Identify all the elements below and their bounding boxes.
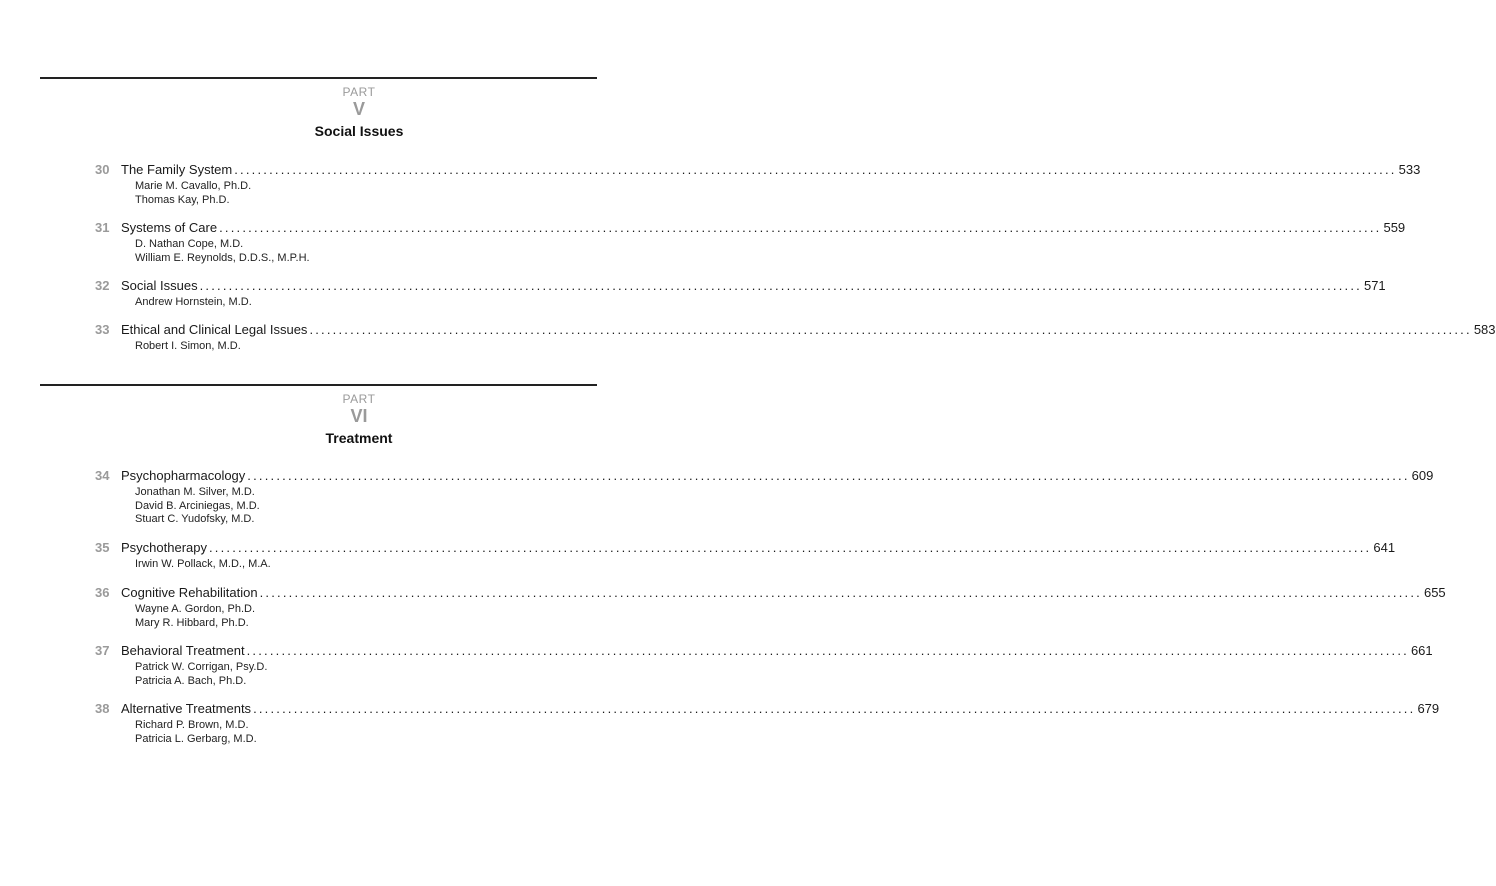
page-number[interactable]: 641 — [1373, 540, 1396, 555]
section-divider — [40, 77, 597, 79]
chapter-author: Patrick W. Corrigan, Psy.D. — [135, 661, 268, 673]
chapter-author: Mary R. Hibbard, Ph.D. — [135, 616, 249, 629]
part-header — [120, 392, 598, 447]
chapter-author: David B. Arciniegas, M.D. — [135, 499, 260, 512]
chapter-title[interactable]: Social Issues — [121, 278, 198, 293]
page-number[interactable]: 655 — [1423, 585, 1446, 600]
toc-entry[interactable] — [95, 539, 1396, 572]
dot-leader: ........................................................................................................................................................................................................ — [259, 585, 1422, 600]
part-header — [120, 85, 598, 140]
dot-leader: ........................................................................................................................................................................................................ — [253, 701, 1416, 716]
part-title: Social Issues — [314, 123, 404, 139]
page-number[interactable]: 661 — [1410, 643, 1433, 658]
page-number[interactable]: 609 — [1411, 468, 1434, 483]
chapter-number: 32 — [95, 278, 110, 293]
chapter-number: 30 — [95, 162, 110, 177]
dot-leader: ........................................................................................................................................................................................................ — [246, 643, 1409, 658]
part-label: PART — [342, 85, 376, 99]
dot-leader: ........................................................................................................................................................................................................ — [309, 322, 1472, 337]
chapter-author: Richard P. Brown, M.D. — [135, 719, 249, 731]
chapter-author: D. Nathan Cope, M.D. — [135, 238, 244, 250]
toc-entry[interactable] — [95, 321, 1496, 354]
chapter-author: Robert I. Simon, M.D. — [135, 340, 241, 352]
chapter-title[interactable]: Cognitive Rehabilitation — [121, 585, 258, 600]
chapter-author: Wayne A. Gordon, Ph.D. — [135, 603, 256, 615]
dot-leader: ........................................................................................................................................................................................................ — [209, 540, 1372, 555]
chapter-title[interactable]: The Family System — [121, 162, 233, 177]
chapter-number: 33 — [95, 322, 110, 337]
section-divider — [40, 384, 597, 386]
chapter-author: Thomas Kay, Ph.D. — [135, 193, 230, 206]
page-number[interactable]: 679 — [1417, 701, 1440, 716]
part-number: VI — [350, 406, 368, 426]
chapter-title[interactable]: Systems of Care — [121, 220, 218, 235]
dot-leader: ........................................................................................................................................................................................................ — [234, 162, 1397, 177]
toc-entry[interactable] — [95, 700, 1440, 746]
chapter-author: Marie M. Cavallo, Ph.D. — [135, 180, 252, 192]
dot-leader: ........................................................................................................................................................................................................ — [199, 278, 1362, 293]
chapter-title[interactable]: Behavioral Treatment — [121, 643, 245, 658]
part-label: PART — [342, 392, 376, 406]
chapter-title[interactable]: Alternative Treatments — [121, 701, 252, 716]
chapter-author: Patricia A. Bach, Ph.D. — [135, 674, 247, 687]
page-number[interactable]: 583 — [1473, 322, 1496, 337]
chapter-number: 34 — [95, 468, 110, 483]
page-number[interactable]: 571 — [1363, 278, 1386, 293]
dot-leader: ........................................................................................................................................................................................................ — [219, 220, 1382, 235]
page-number[interactable]: 559 — [1383, 220, 1406, 235]
chapter-number: 38 — [95, 701, 110, 716]
chapter-author: Jonathan M. Silver, M.D. — [135, 486, 255, 498]
toc-entry[interactable] — [95, 161, 1421, 207]
chapter-title[interactable]: Ethical and Clinical Legal Issues — [121, 322, 308, 337]
toc-entry[interactable] — [95, 642, 1433, 688]
chapter-title[interactable]: Psychopharmacology — [121, 468, 246, 483]
chapter-number: 36 — [95, 585, 110, 600]
chapter-author: William E. Reynolds, D.D.S., M.P.H. — [135, 251, 310, 264]
dot-leader: ........................................................................................................................................................................................................ — [247, 468, 1410, 483]
part-number: V — [352, 99, 365, 119]
chapter-author: Patricia L. Gerbarg, M.D. — [135, 732, 257, 745]
chapter-title[interactable]: Psychotherapy — [121, 540, 207, 555]
toc-entry[interactable] — [95, 467, 1434, 527]
chapter-author: Stuart C. Yudofsky, M.D. — [135, 513, 255, 525]
toc-entry[interactable] — [95, 277, 1386, 310]
chapter-number: 31 — [95, 220, 110, 235]
part-title: Treatment — [325, 430, 393, 446]
chapter-number: 37 — [95, 643, 110, 658]
toc-entry[interactable] — [95, 584, 1446, 630]
toc-entry[interactable] — [95, 219, 1406, 265]
chapter-number: 35 — [95, 540, 110, 555]
chapter-author: Irwin W. Pollack, M.D., M.A. — [135, 558, 271, 570]
page-number[interactable]: 533 — [1398, 162, 1421, 177]
chapter-author: Andrew Hornstein, M.D. — [135, 296, 252, 308]
